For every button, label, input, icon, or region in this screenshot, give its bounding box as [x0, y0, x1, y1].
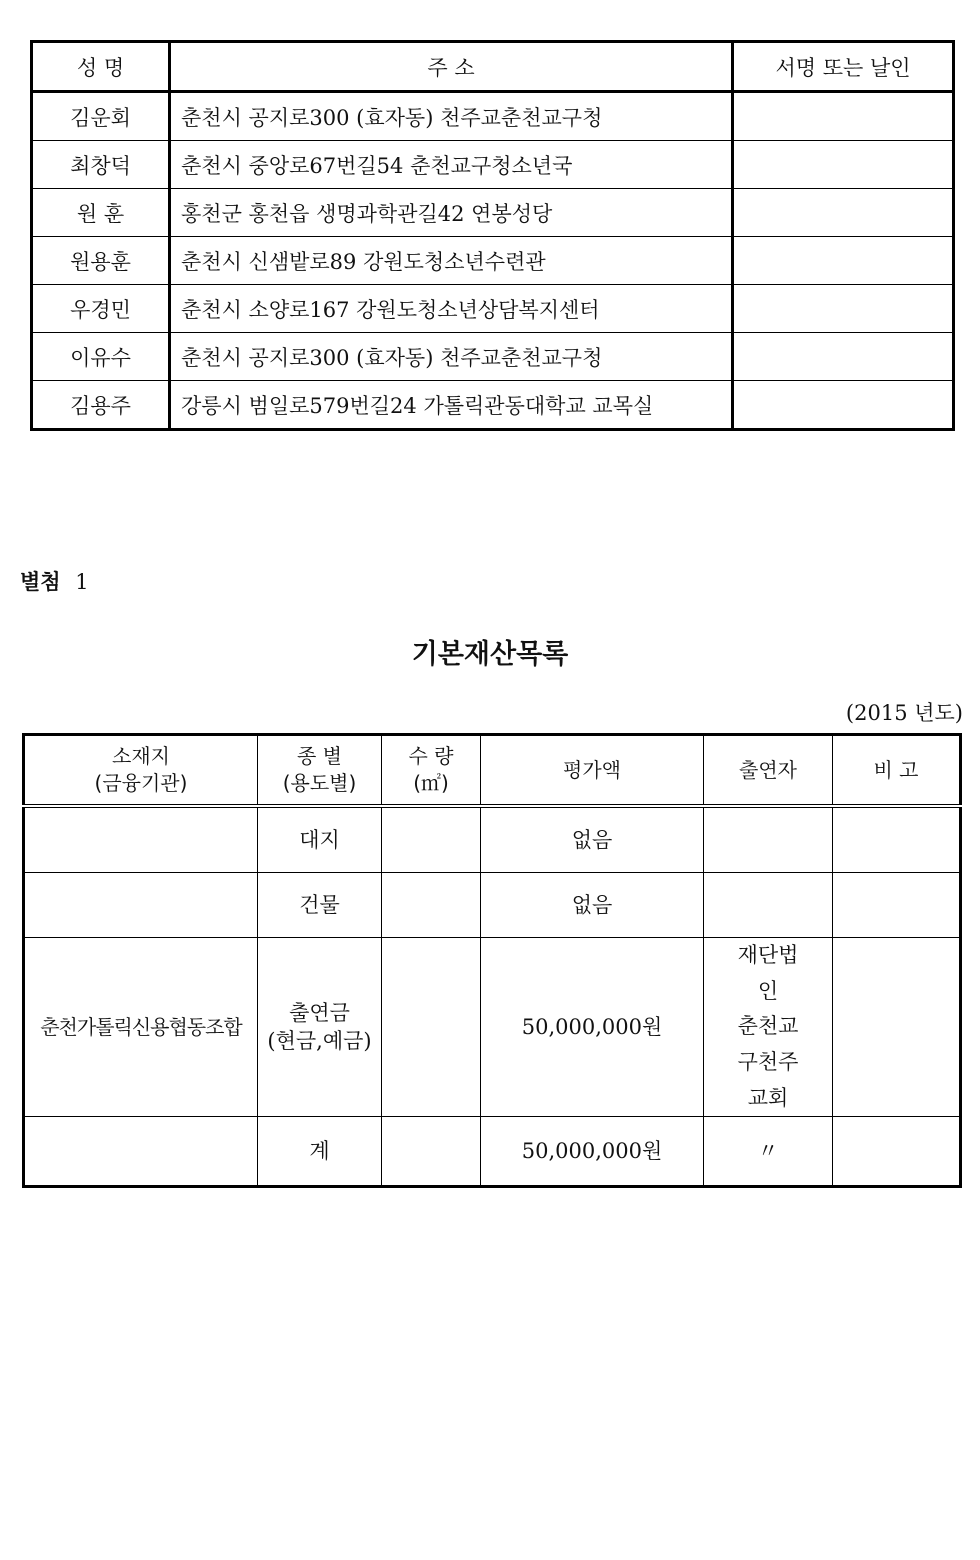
contributor-cell: [704, 806, 833, 873]
property-table: [22, 733, 962, 1188]
kind-line2: (현금,예금): [267, 1029, 372, 1054]
value-header: 평가액: [481, 735, 704, 807]
address-header: 주 소: [170, 42, 733, 92]
quantity-header-line2: (㎡): [413, 771, 449, 795]
kind-header-line1: 종 별: [297, 744, 342, 768]
signatory-sign-cell[interactable]: [733, 285, 954, 333]
note-cell: [833, 1117, 961, 1187]
signatory-sign-cell[interactable]: [733, 381, 954, 430]
attachment-label: [20, 566, 89, 596]
year-label: (2015 년도): [845, 701, 963, 725]
signatory-row: [32, 333, 954, 381]
contributor-line: 재단법: [737, 943, 799, 967]
property-row-building: [24, 873, 961, 938]
contributor-cell: [704, 873, 833, 938]
note-cell: [833, 938, 961, 1117]
kind-header-line2: (용도별): [282, 771, 357, 795]
signatory-row: [32, 141, 954, 189]
kind-cell: [258, 938, 382, 1117]
quantity-header-line1: 수 량: [408, 744, 454, 768]
name-header: 성 명: [32, 42, 170, 92]
signatory-address: 강릉시 범일로579번길24 가톨릭관동대학교 교목실: [170, 381, 733, 430]
contributor-line: 인: [757, 978, 779, 1003]
location-header: [24, 735, 258, 807]
signatory-row: [32, 285, 954, 333]
value-cell: 없음: [481, 806, 704, 873]
signatory-address: 춘천시 소양로167 강원도청소년상담복지센터: [170, 285, 733, 333]
signatory-sign-cell[interactable]: [733, 92, 954, 141]
signatory-name: 원용훈: [32, 237, 170, 285]
signatory-address: 춘천시 공지로300 (효자동) 천주교춘천교구청: [170, 333, 733, 381]
signatory-row: [32, 381, 954, 430]
note-cell: [833, 873, 961, 938]
location-header-line1: 소재지: [112, 744, 170, 768]
signatory-name: 우경민: [32, 285, 170, 333]
property-row-land: [24, 806, 961, 873]
location-cell: [24, 806, 258, 873]
value-cell: 50,000,000원: [481, 938, 704, 1117]
kind-cell: 계: [258, 1117, 382, 1187]
signatory-sign-cell[interactable]: [733, 141, 954, 189]
contributor-header: 출연자: [704, 735, 833, 807]
value-cell: 50,000,000원: [481, 1117, 704, 1187]
signatory-sign-cell[interactable]: [733, 189, 954, 237]
signatory-sign-cell[interactable]: [733, 333, 954, 381]
contributor-cell: 〃: [704, 1117, 833, 1187]
value-cell: 없음: [481, 873, 704, 938]
location-header-line2: (금융기관): [94, 771, 188, 795]
quantity-cell: [382, 806, 481, 873]
kind-cell: 대지: [258, 806, 382, 873]
quantity-cell: [382, 873, 481, 938]
sign-header: 서명 또는 날인: [733, 42, 954, 92]
signatory-name: 원 훈: [32, 189, 170, 237]
signatory-address: 춘천시 중앙로67번길54 춘천교구청소년국: [170, 141, 733, 189]
attachment-label-text: 별첨: [20, 569, 61, 594]
signatory-address: 홍천군 홍천읍 생명과학관길42 연봉성당: [170, 189, 733, 237]
note-header: 비 고: [833, 735, 961, 807]
kind-header: [258, 735, 382, 807]
signatory-address: 춘천시 공지로300 (효자동) 천주교춘천교구청: [170, 92, 733, 141]
signatory-name: 김운회: [32, 92, 170, 141]
signatory-row: [32, 189, 954, 237]
kind-line1: 출연금: [289, 1000, 350, 1025]
contributor-line: 교회: [747, 1085, 789, 1110]
contributor-line: 구천주: [737, 1050, 799, 1075]
attachment-number: 1: [75, 570, 89, 594]
quantity-cell: [382, 1117, 481, 1187]
kind-cell: 건물: [258, 873, 382, 938]
property-header-row: [24, 735, 961, 807]
signatory-row: [32, 92, 954, 141]
location-cell: [24, 873, 258, 938]
quantity-header: [382, 735, 481, 807]
quantity-cell: [382, 938, 481, 1117]
property-row-fund: [24, 938, 961, 1117]
location-cell: [24, 1117, 258, 1187]
signatory-sign-cell[interactable]: [733, 237, 954, 285]
signatory-name: 최창덕: [32, 141, 170, 189]
signatory-table: [30, 40, 955, 431]
signatory-name: 이유수: [32, 333, 170, 381]
signatory-address: 춘천시 신샘밭로89 강원도청소년수련관: [170, 237, 733, 285]
property-row-total: [24, 1117, 961, 1187]
property-list-title: 기본재산목록: [411, 639, 569, 670]
location-cell: 춘천가톨릭신용협동조합: [24, 938, 258, 1117]
contributor-line: 춘천교: [737, 1014, 799, 1039]
signatory-name: 김용주: [32, 381, 170, 430]
note-cell: [833, 806, 961, 873]
contributor-cell: [704, 938, 833, 1117]
signatory-row: [32, 237, 954, 285]
signatory-header-row: [32, 42, 954, 92]
